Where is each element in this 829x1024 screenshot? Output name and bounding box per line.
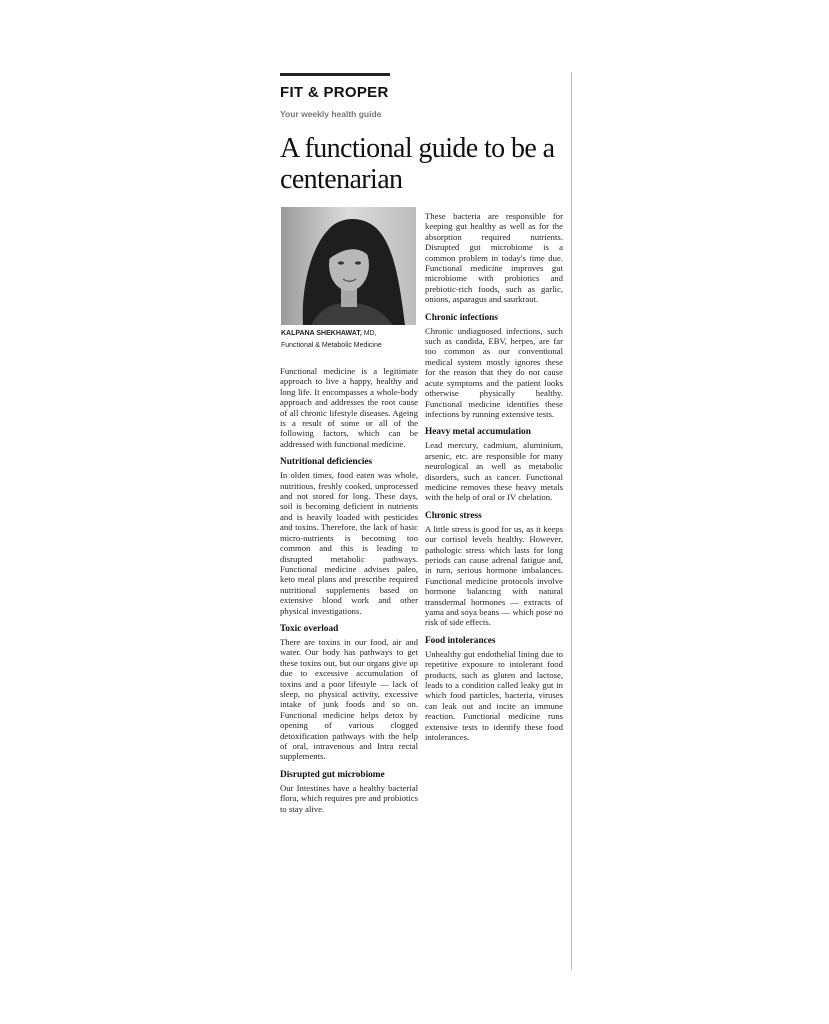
author-name: KALPANA SHEKHAWAT, [281, 330, 362, 337]
subheading: Heavy metal accumulation [425, 427, 531, 438]
author-portrait-image [281, 207, 416, 325]
body-paragraph: There are toxins in our food, air and water. Our body has pathways to get these toxins out, but our organs give up due to excessive accumulation of toxins and a poor lifestyle — lack of sleep, no physical activity, excessive intake of junk foods and so on. Functional medicine helps detox by opening of various clogged detoxification pathways with the help of oral, intravenous and Intra rectal supplements. [280, 636, 418, 762]
body-paragraph: Unhealthy gut endothelial lining due to repetitive exposure to intolerant food products, such as gluten and lactose, leads to a condition called leaky gut in which food particles, bacteria, viruses can leak out and incite an immune reaction. Functional medicine runs extensive tests to identify these food intolerances. [425, 648, 563, 743]
author-role: Functional & Metabolic Medicine [281, 342, 382, 349]
body-paragraph: Lead mercury, cadmium, aluminium, arsenic, etc. are responsible for many neurological as well as metabolic disorders, such as cancer. Functional medicine removes these heavy metals with the help of oral or IV chelation. [425, 440, 563, 503]
section-title: FIT & PROPER [280, 84, 389, 101]
article-column-left [280, 366, 418, 820]
subheading: Chronic stress [425, 510, 482, 521]
section-subtitle: Your weekly health guide [280, 109, 382, 119]
subheading: Toxic overload [280, 623, 339, 634]
body-paragraph: In olden times, food eaten was whole, nutritious, freshly cooked, unprocessed and not stored for long. These days, soil is becoming deficient in nutrients and is heavily loaded with pesticides and toxins. Therefore, the lack of basic micro-nutrients is becoming too common and this is leading to disrupted metabolic pathways. Functional medicine advises paleo, keto meal plans and prescribe required nutritional supplements based on extensive blood work and other physical investigations. [280, 470, 418, 616]
byline [281, 328, 416, 352]
lead-paragraph: These bacteria are responsible for keeping gut healthy as well as for the absorption required nutrients. Disrupted gut microbiome is a common problem in today's time due. Functional medicine improves gut microbiome with probiotics and prebiotic-rich foods, such as garlic, onions, asparagus and saurkraut. [425, 211, 563, 305]
subheading: Nutritional deficiencies [280, 457, 373, 468]
author-photo [281, 207, 416, 325]
body-paragraph: Our Intestines have a healthy bacterial flora, which requires pre and probiotics to stay alive. [280, 782, 418, 814]
article-column-right [425, 211, 563, 748]
body-paragraph: A little stress is good for us, as it keeps our cortisol levels healthy. However, pathologic stress which lasts for long periods can cause adrenal fatigue and, in turn, serious hormone imbalances. Functional medicine protocols involve hormone balancing with natural transdermal hormones — extracts of yama and soya beans — which pose no risk of side effects. [425, 523, 563, 628]
column-divider [571, 72, 572, 970]
body-paragraph: Chronic undiagnosed infections, such such as candida, EBV, herpes, are far too common as our conventional medical system mostly ignores these for the reason that they do not cause acute symptoms and the patient looks otherwise physically healthy. Functional medicine identifies these infections by running extensive tests. [425, 325, 563, 419]
section-top-rule [280, 73, 390, 76]
subheading: Disrupted gut microbiome [280, 769, 385, 780]
subheading: Chronic infections [425, 312, 498, 323]
article-headline: A functional guide to be a centenarian [280, 133, 555, 195]
subheading: Food intolerances [425, 635, 496, 646]
intro-paragraph: Functional medicine is a legitimate approach to live a happy, healthy and long life. It encompasses a whole-body approach and addresses the root cause of all chronic lifestyle diseases. Ageing is a result of some or all of the following factors, which can be addressed with functional medicine. [280, 366, 418, 449]
author-credential: MD, [363, 330, 377, 337]
